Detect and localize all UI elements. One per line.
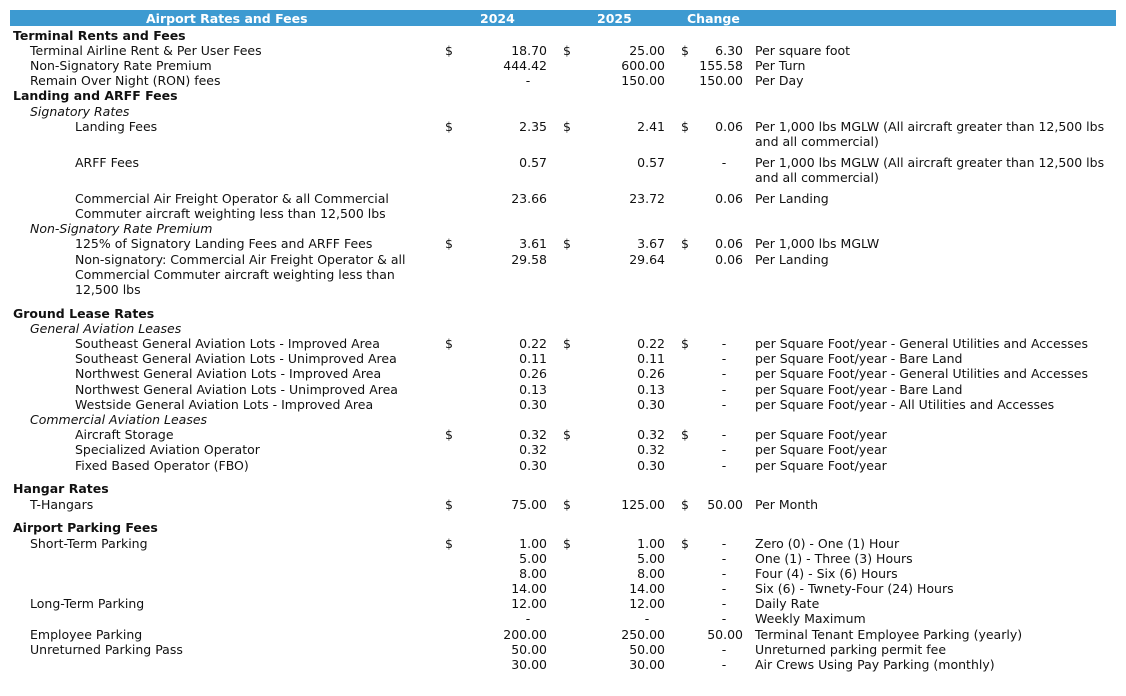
value-2025: 0.22: [637, 336, 665, 351]
currency-change: $: [681, 43, 689, 58]
value-2024: 8.00: [519, 566, 547, 581]
row-label-line2: Commercial Commuter aircraft weighting less than: [75, 267, 395, 282]
row-label: Westside General Aviation Lots - Improved Area: [75, 397, 374, 412]
row-note-line2: and all commercial): [755, 170, 879, 185]
row-label: Fixed Based Operator (FBO): [75, 458, 249, 473]
section-heading: Landing and ARFF Fees: [13, 88, 178, 103]
value-2025: 23.72: [629, 191, 665, 206]
row-note: Per Turn: [755, 58, 806, 73]
row-label: Northwest General Aviation Lots - Improved Area: [75, 366, 382, 381]
currency-change: $: [681, 497, 689, 512]
value-change: -: [721, 642, 727, 657]
value-change: -: [721, 551, 727, 566]
value-change: 0.06: [715, 252, 743, 267]
value-2025: 150.00: [621, 73, 665, 88]
value-2024: 200.00: [503, 627, 547, 642]
row-note: Zero (0) - One (1) Hour: [755, 536, 900, 551]
value-2024: 50.00: [511, 642, 547, 657]
currency-2024: $: [445, 119, 453, 134]
row-label-line2: Commuter aircraft weighting less than 12,500 lbs: [75, 206, 386, 221]
currency-2024: $: [445, 336, 453, 351]
value-change: -: [721, 442, 727, 457]
value-change: -: [721, 596, 727, 611]
row-label: 125% of Signatory Landing Fees and ARFF Fees: [75, 236, 373, 251]
value-change: -: [721, 536, 727, 551]
value-change: -: [721, 366, 727, 381]
value-change: -: [721, 611, 727, 626]
row-note: per Square Foot/year - Bare Land: [755, 382, 963, 397]
value-2024: 0.26: [519, 366, 547, 381]
value-change: -: [721, 155, 727, 170]
value-2024: 0.30: [519, 458, 547, 473]
value-change: 0.06: [715, 236, 743, 251]
row-note: Per 1,000 lbs MGLW: [755, 236, 880, 251]
row-label: Non-signatory: Commercial Air Freight Operator & all: [75, 252, 406, 267]
currency-2025: $: [563, 536, 571, 551]
value-change: -: [721, 397, 727, 412]
row-note: per Square Foot/year - All Utilities and Accesses: [755, 397, 1055, 412]
currency-2024: $: [445, 427, 453, 442]
subsection-heading: Non-Signatory Rate Premium: [30, 221, 213, 236]
value-2024: 0.57: [519, 155, 547, 170]
value-2025: 0.32: [637, 442, 665, 457]
row-note-line2: and all commercial): [755, 134, 879, 149]
subsection-heading: General Aviation Leases: [30, 321, 182, 336]
value-2025: 125.00: [621, 497, 665, 512]
value-2024: 3.61: [519, 236, 547, 251]
header-title: Airport Rates and Fees: [146, 11, 308, 26]
value-2024: 29.58: [511, 252, 547, 267]
row-note: per Square Foot/year - General Utilities and Accesses: [755, 366, 1088, 381]
currency-2025: $: [563, 427, 571, 442]
row-label: Aircraft Storage: [75, 427, 174, 442]
currency-2024: $: [445, 236, 453, 251]
row-note: Air Crews Using Pay Parking (monthly): [755, 657, 995, 672]
row-note: Daily Rate: [755, 596, 820, 611]
section-heading: Terminal Rents and Fees: [13, 28, 186, 43]
value-2025: 30.00: [629, 657, 665, 672]
row-label: Commercial Air Freight Operator & all Commercial: [75, 191, 389, 206]
currency-2025: $: [563, 236, 571, 251]
currency-change: $: [681, 119, 689, 134]
value-2024: 30.00: [511, 657, 547, 672]
value-change: 0.06: [715, 119, 743, 134]
row-label: Employee Parking: [30, 627, 143, 642]
row-note: Four (4) - Six (6) Hours: [755, 566, 898, 581]
value-2025: 0.11: [637, 351, 665, 366]
value-2025: 3.67: [637, 236, 665, 251]
header-2024: 2024: [480, 11, 515, 26]
currency-change: $: [681, 536, 689, 551]
table-header: [10, 10, 1116, 26]
value-change: 0.06: [715, 191, 743, 206]
row-note: Six (6) - Twnety-Four (24) Hours: [755, 581, 954, 596]
row-note: Weekly Maximum: [755, 611, 866, 626]
value-2024: 0.11: [519, 351, 547, 366]
row-note: per Square Foot/year - General Utilities and Accesses: [755, 336, 1088, 351]
row-note: Per Day: [755, 73, 804, 88]
value-2024: 1.00: [519, 536, 547, 551]
value-2025: 2.41: [637, 119, 665, 134]
currency-change: $: [681, 427, 689, 442]
value-2024: 75.00: [511, 497, 547, 512]
row-label: Southeast General Aviation Lots - Unimproved Area: [75, 351, 397, 366]
section-heading: Hangar Rates: [13, 481, 109, 496]
value-2025: 12.00: [629, 596, 665, 611]
value-2024: 12.00: [511, 596, 547, 611]
value-2025: 250.00: [621, 627, 665, 642]
row-label-line3: 12,500 lbs: [75, 282, 141, 297]
subsection-heading: Commercial Aviation Leases: [30, 412, 208, 427]
row-label: Remain Over Night (RON) fees: [30, 73, 221, 88]
row-note: per Square Foot/year - Bare Land: [755, 351, 963, 366]
currency-2025: $: [563, 497, 571, 512]
value-2025: 50.00: [629, 642, 665, 657]
section-heading: Airport Parking Fees: [13, 520, 158, 535]
value-2024: -: [525, 611, 531, 626]
row-label: Southeast General Aviation Lots - Improved Area: [75, 336, 380, 351]
row-note: Per Month: [755, 497, 819, 512]
row-note: One (1) - Three (3) Hours: [755, 551, 913, 566]
row-label: Northwest General Aviation Lots - Unimproved Area: [75, 382, 398, 397]
value-2025: 600.00: [621, 58, 665, 73]
value-2024: 18.70: [511, 43, 547, 58]
row-label: T-Hangars: [30, 497, 94, 512]
value-change: -: [721, 427, 727, 442]
subsection-heading: Signatory Rates: [30, 104, 130, 119]
value-2025: 0.13: [637, 382, 665, 397]
currency-2025: $: [563, 119, 571, 134]
value-2025: 29.64: [629, 252, 665, 267]
row-label: Specialized Aviation Operator: [75, 442, 260, 457]
value-2024: 14.00: [511, 581, 547, 596]
value-change: 50.00: [707, 627, 743, 642]
row-note: per Square Foot/year: [755, 427, 887, 442]
row-note: Unreturned parking permit fee: [755, 642, 947, 657]
value-2025: 0.57: [637, 155, 665, 170]
row-label: Terminal Airline Rent & Per User Fees: [30, 43, 262, 58]
currency-change: $: [681, 236, 689, 251]
value-2024: 5.00: [519, 551, 547, 566]
currency-2025: $: [563, 336, 571, 351]
value-2024: 0.30: [519, 397, 547, 412]
value-2024: 0.22: [519, 336, 547, 351]
value-2024: -: [525, 73, 531, 88]
row-note: per Square Foot/year: [755, 442, 887, 457]
row-note: Per Landing: [755, 191, 829, 206]
row-label: Long-Term Parking: [30, 596, 145, 611]
value-2025: -: [644, 611, 650, 626]
row-label: Landing Fees: [75, 119, 158, 134]
row-note: Per Landing: [755, 252, 829, 267]
row-note: per Square Foot/year: [755, 458, 887, 473]
value-2025: 0.30: [637, 458, 665, 473]
value-change: 50.00: [707, 497, 743, 512]
value-change: -: [721, 382, 727, 397]
value-change: 6.30: [715, 43, 743, 58]
value-change: 155.58: [699, 58, 743, 73]
value-change: -: [721, 657, 727, 672]
value-2024: 0.13: [519, 382, 547, 397]
value-2025: 0.30: [637, 397, 665, 412]
currency-2024: $: [445, 536, 453, 551]
row-note: Per 1,000 lbs MGLW (All aircraft greater than 12,500 lbs: [755, 155, 1105, 170]
currency-2025: $: [563, 43, 571, 58]
value-2025: 0.32: [637, 427, 665, 442]
value-2025: 5.00: [637, 551, 665, 566]
currency-2024: $: [445, 43, 453, 58]
value-2025: 14.00: [629, 581, 665, 596]
currency-2024: $: [445, 497, 453, 512]
value-2025: 1.00: [637, 536, 665, 551]
row-label: Non-Signatory Rate Premium: [30, 58, 212, 73]
value-change: -: [721, 336, 727, 351]
value-2024: 444.42: [503, 58, 547, 73]
value-change: -: [721, 566, 727, 581]
header-2025: 2025: [597, 11, 632, 26]
value-2024: 23.66: [511, 191, 547, 206]
value-change: -: [721, 458, 727, 473]
row-label: Short-Term Parking: [30, 536, 148, 551]
value-change: -: [721, 351, 727, 366]
row-label: Unreturned Parking Pass: [30, 642, 183, 657]
value-change: -: [721, 581, 727, 596]
row-note: Per square foot: [755, 43, 851, 58]
value-change: 150.00: [699, 73, 743, 88]
value-2025: 25.00: [629, 43, 665, 58]
value-2024: 0.32: [519, 427, 547, 442]
value-2024: 2.35: [519, 119, 547, 134]
row-note: Per 1,000 lbs MGLW (All aircraft greater than 12,500 lbs: [755, 119, 1105, 134]
currency-change: $: [681, 336, 689, 351]
value-2024: 0.32: [519, 442, 547, 457]
value-2025: 8.00: [637, 566, 665, 581]
section-heading: Ground Lease Rates: [13, 306, 155, 321]
row-label: ARFF Fees: [75, 155, 139, 170]
row-note: Terminal Tenant Employee Parking (yearly): [755, 627, 1023, 642]
value-2025: 0.26: [637, 366, 665, 381]
header-change: Change: [687, 11, 740, 26]
